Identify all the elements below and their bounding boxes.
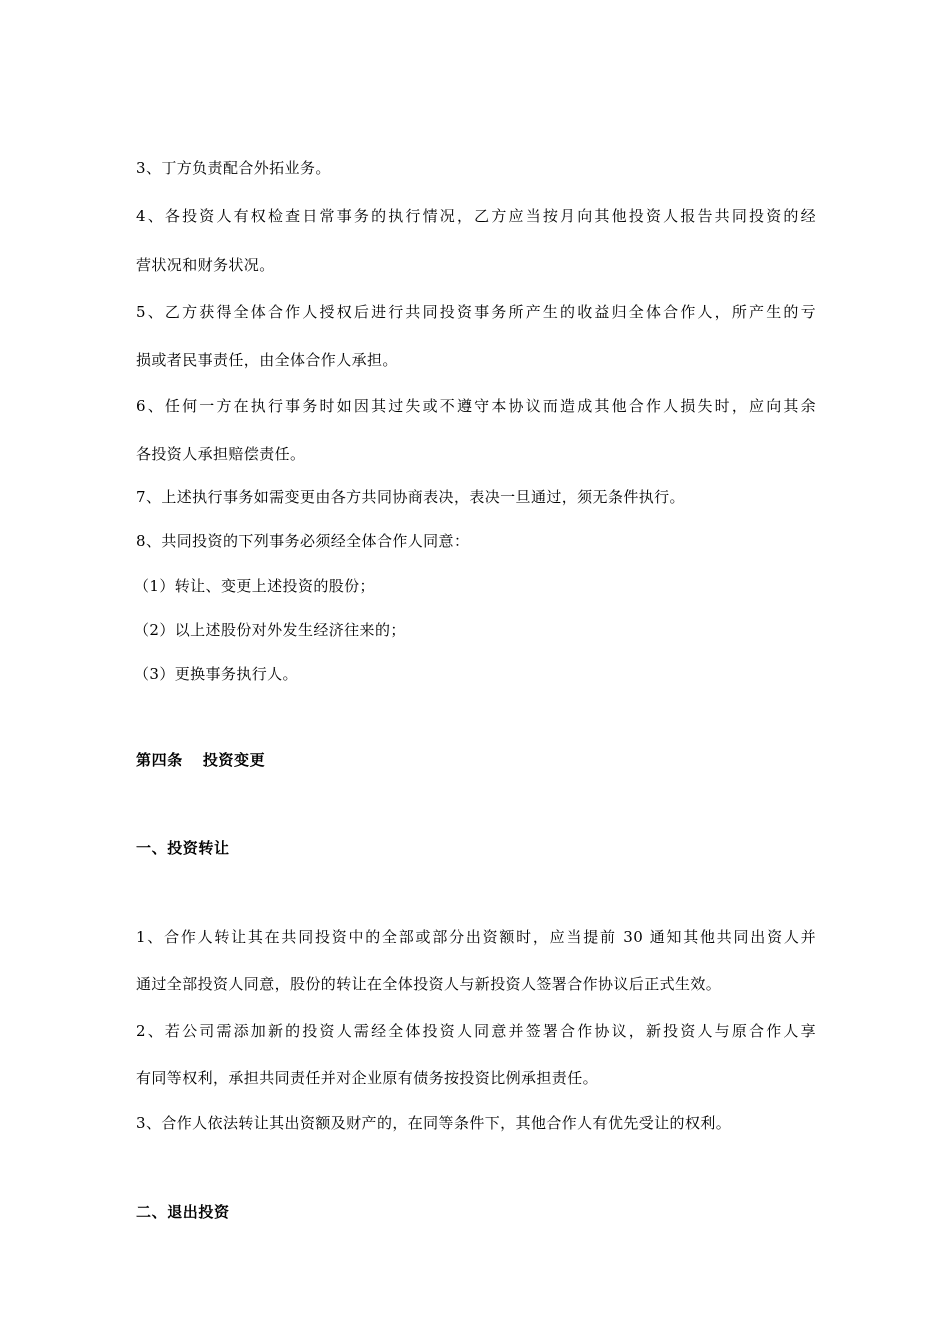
section-heading: 一、投资转让 <box>136 839 230 857</box>
paragraph-line: 4、各投资人有权检查日常事务的执行情况，乙方应当按月向其他投资人报告共同投资的经 <box>136 207 816 225</box>
paragraph-line: 1、合作人转让其在共同投资中的全部或部分出资额时，应当提前 30 通知其他共同出资人并 <box>136 928 816 946</box>
section-heading: 二、退出投资 <box>136 1203 230 1221</box>
list-item: （1）转让、变更上述投资的股份； <box>134 577 375 595</box>
list-item: （2）以上述股份对外发生经济往来的； <box>134 621 406 639</box>
article-heading <box>136 750 265 770</box>
article-title: 投资变更 <box>202 751 266 769</box>
paragraph-line: 3、合作人依法转让其出资额及财产的，在同等条件下，其他合作人有优先受让的权利。 <box>136 1114 732 1132</box>
paragraph-line: 2、若公司需添加新的投资人需经全体投资人同意并签署合作协议，新投资人与原合作人享 <box>136 1022 816 1040</box>
paragraph-line: 7、上述执行事务如需变更由各方共同协商表决，表决一旦通过，须无条件执行。 <box>136 488 685 506</box>
paragraph-line: 有同等权利，承担共同责任并对企业原有债务按投资比例承担责任。 <box>136 1069 599 1087</box>
paragraph-line: 6、任何一方在执行事务时如因其过失或不遵守本协议而造成其他合作人损失时，应向其余 <box>136 397 816 415</box>
paragraph-line: 3、丁方负责配合外拓业务。 <box>136 159 331 177</box>
paragraph-line: 通过全部投资人同意，股份的转让在全体投资人与新投资人签署合作协议后正式生效。 <box>136 975 722 993</box>
paragraph-line: 8、共同投资的下列事务必须经全体合作人同意： <box>136 532 470 550</box>
paragraph-line: 5、乙方获得全体合作人授权后进行共同投资事务所产生的收益归全体合作人，所产生的亏 <box>136 303 816 321</box>
paragraph-line: 各投资人承担赔偿责任。 <box>136 445 306 463</box>
paragraph-line: 营状况和财务状况。 <box>136 256 275 274</box>
article-number: 第四条 <box>136 751 183 769</box>
paragraph-line: 损或者民事责任，由全体合作人承担。 <box>136 351 398 369</box>
list-item: （3）更换事务执行人。 <box>134 665 298 683</box>
